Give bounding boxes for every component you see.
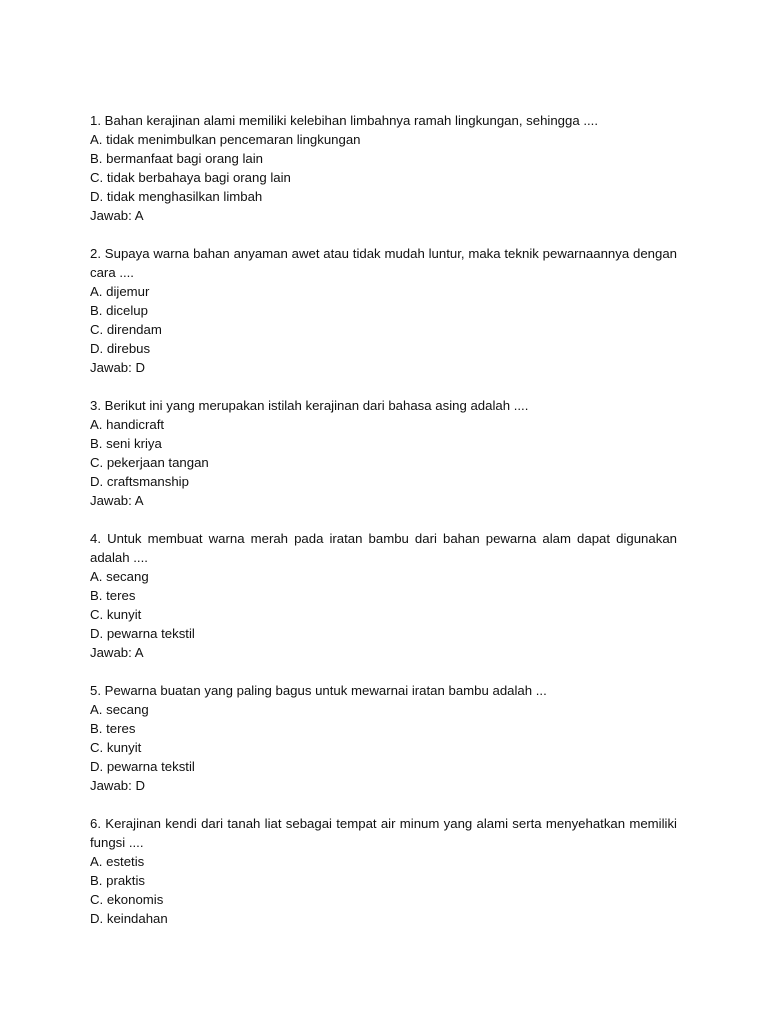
option-a: A. handicraft <box>90 417 165 432</box>
option-d: D. tidak menghasilkan limbah <box>90 189 263 204</box>
option-b: B. dicelup <box>90 303 148 318</box>
answer-key: Jawab: A <box>90 208 144 223</box>
question-4 <box>90 529 677 662</box>
option-d: D. keindahan <box>90 911 168 926</box>
question-text: 4. Untuk membuat warna merah pada iratan bambu dari bahan pewarna alam dapat digunakan adalah .... <box>90 531 677 565</box>
question-text: 1. Bahan kerajinan alami memiliki kelebihan limbahnya ramah lingkungan, sehingga .... <box>90 113 599 128</box>
option-c: C. direndam <box>90 322 162 337</box>
option-a: A. secang <box>90 702 149 717</box>
question-3 <box>90 396 677 510</box>
question-text: 2. Supaya warna bahan anyaman awet atau tidak mudah luntur, maka teknik pewarnaannya dengan cara .... <box>90 246 677 280</box>
option-a: A. secang <box>90 569 149 584</box>
option-b: B. teres <box>90 721 136 736</box>
option-a: A. tidak menimbulkan pencemaran lingkungan <box>90 132 361 147</box>
option-d: D. direbus <box>90 341 151 356</box>
question-text: 3. Berikut ini yang merupakan istilah kerajinan dari bahasa asing adalah .... <box>90 398 529 413</box>
option-d: D. pewarna tekstil <box>90 626 195 641</box>
option-d: D. craftsmanship <box>90 474 189 489</box>
option-b: B. teres <box>90 588 136 603</box>
option-c: C. kunyit <box>90 607 142 622</box>
question-1 <box>90 111 677 225</box>
option-a: A. dijemur <box>90 284 150 299</box>
answer-key: Jawab: A <box>90 493 144 508</box>
question-5 <box>90 681 677 795</box>
document-page <box>90 111 677 947</box>
option-c: C. pekerjaan tangan <box>90 455 209 470</box>
option-b: B. praktis <box>90 873 145 888</box>
option-b: B. seni kriya <box>90 436 162 451</box>
question-text: 5. Pewarna buatan yang paling bagus untuk mewarnai iratan bambu adalah ... <box>90 683 547 698</box>
option-d: D. pewarna tekstil <box>90 759 195 774</box>
option-c: C. kunyit <box>90 740 142 755</box>
answer-key: Jawab: A <box>90 645 144 660</box>
question-6 <box>90 814 677 928</box>
answer-key: Jawab: D <box>90 360 145 375</box>
option-a: A. estetis <box>90 854 145 869</box>
option-b: B. bermanfaat bagi orang lain <box>90 151 264 166</box>
question-text: 6. Kerajinan kendi dari tanah liat sebagai tempat air minum yang alami serta menyehatkan memiliki fungsi .... <box>90 816 677 850</box>
option-c: C. tidak berbahaya bagi orang lain <box>90 170 291 185</box>
question-2 <box>90 244 677 377</box>
option-c: C. ekonomis <box>90 892 164 907</box>
answer-key: Jawab: D <box>90 778 145 793</box>
